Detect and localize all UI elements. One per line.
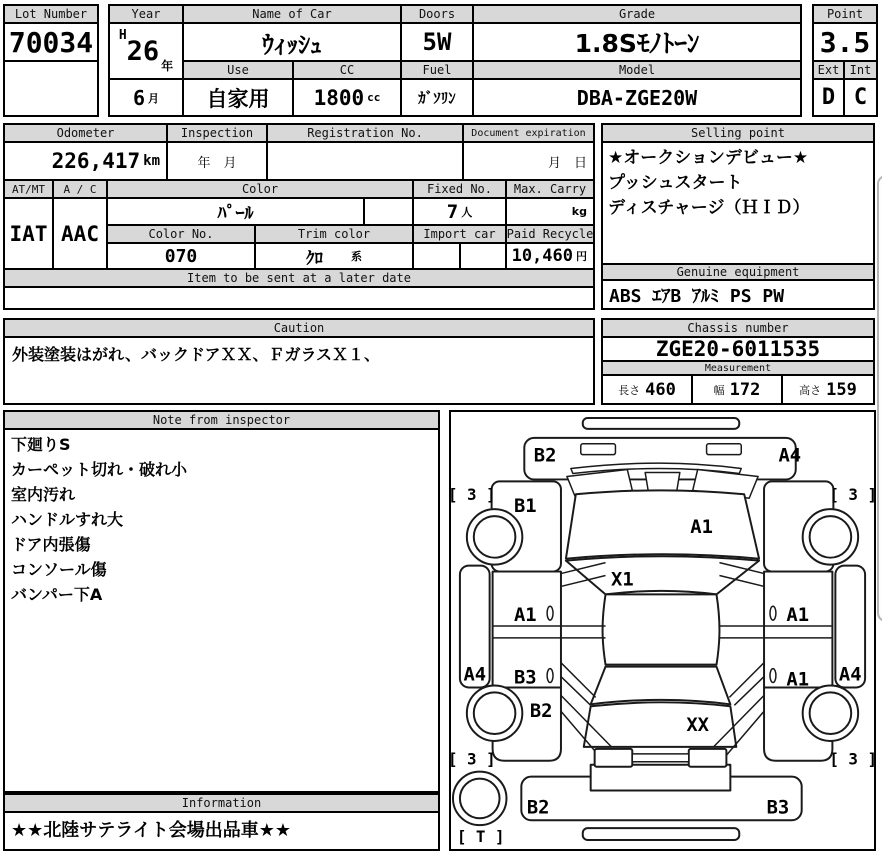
ext-grade: D bbox=[814, 80, 845, 115]
year-unit: 年 bbox=[161, 59, 174, 73]
point-value: 3.5 bbox=[814, 24, 876, 62]
roof bbox=[603, 594, 720, 664]
doors-label: Doors bbox=[402, 6, 474, 24]
door-handle-front-right bbox=[770, 606, 776, 620]
int-grade: C bbox=[853, 85, 868, 110]
wheel-rear-right-inner bbox=[810, 692, 852, 734]
fixed-no-label: Fixed No. bbox=[414, 181, 507, 199]
chassis-panel bbox=[601, 318, 875, 405]
trim-color-name: ｸﾛ bbox=[306, 248, 323, 269]
ext-label: Ext bbox=[814, 62, 845, 80]
license-bar bbox=[632, 754, 688, 762]
front-center-panel bbox=[645, 472, 680, 490]
trim-color-label: Trim color bbox=[256, 226, 414, 244]
length-label: 長さ bbox=[618, 383, 641, 397]
c-pillar-left bbox=[561, 663, 596, 706]
width-value: 172 bbox=[729, 379, 761, 400]
rear-window bbox=[591, 667, 731, 705]
paid-recycle-unit: 円 bbox=[576, 250, 587, 263]
cc-value bbox=[294, 80, 402, 115]
year-label: Year bbox=[110, 6, 184, 24]
odometer-unit: km bbox=[143, 153, 160, 169]
use-label: Use bbox=[184, 62, 294, 80]
note-line: 下廻りS bbox=[11, 435, 71, 454]
tire-grade-front-right: [ 3 ] bbox=[829, 485, 874, 505]
wheel-rear-left-inner bbox=[474, 692, 516, 734]
fuel-value: ｶﾞｿﾘﾝ bbox=[402, 80, 474, 115]
note-line: ドア内張傷 bbox=[11, 535, 91, 554]
information-text: ★★北陸サテライト会場出品車★★ bbox=[11, 820, 292, 841]
cc-number: 1800 bbox=[313, 85, 365, 110]
hood bbox=[566, 490, 759, 558]
doc-expiration-label: Document expiration bbox=[464, 125, 593, 143]
tire-grade-rear-left: [ 3 ] bbox=[451, 749, 496, 769]
point-box bbox=[812, 4, 878, 117]
note-line: カーペット切れ・破れ小 bbox=[11, 460, 188, 479]
front-grille-right bbox=[707, 444, 742, 455]
caution-label: Caution bbox=[5, 320, 593, 338]
lot-number-label: Lot Number bbox=[5, 6, 97, 24]
lot-number-value: 70034 bbox=[5, 24, 97, 62]
selling-point-line: ディスチャージ（ＨＩＤ） bbox=[608, 198, 810, 218]
damage-label-quarter-left: B2 bbox=[529, 701, 553, 723]
wheel-front-left-inner bbox=[474, 516, 516, 558]
height-label: 高さ bbox=[799, 383, 822, 397]
selling-point-panel bbox=[601, 123, 875, 310]
information-label: Information bbox=[5, 795, 438, 813]
equipment-label: Genuine equipment bbox=[603, 263, 873, 281]
caution-text: 外装塗装はがれ、バックドアＸＸ、ＦガラスＸ１、 bbox=[12, 345, 381, 364]
damage-label-hood: A1 bbox=[690, 516, 713, 538]
fixed-no-unit: 人 bbox=[461, 205, 473, 219]
fixed-no-number: 7 bbox=[446, 200, 459, 223]
model-label: Model bbox=[474, 62, 800, 80]
inspector-note-panel bbox=[3, 410, 440, 793]
selling-point-line: プッシュスタート bbox=[608, 173, 743, 193]
damage-label-door-rear-right: A1 bbox=[786, 669, 810, 691]
point-label: Point bbox=[814, 6, 876, 24]
inspector-note-label: Note from inspector bbox=[5, 412, 438, 430]
scrollbar-thumb[interactable] bbox=[877, 175, 882, 622]
details-table bbox=[3, 123, 595, 310]
paid-recycle-label: Paid Recycle bbox=[507, 226, 593, 244]
length-value: 460 bbox=[645, 379, 676, 400]
import-car-cell-1 bbox=[414, 244, 461, 270]
caution-panel bbox=[3, 318, 595, 405]
width-label: 幅 bbox=[713, 383, 725, 397]
measurement-label: Measurement bbox=[603, 362, 873, 376]
later-item-value bbox=[5, 288, 593, 308]
year-era: H bbox=[118, 28, 127, 43]
selling-point-line: ★オークションデビュー★ bbox=[608, 148, 809, 168]
damage-label-rear-bumper-right: B3 bbox=[766, 797, 790, 819]
int-label: Int bbox=[845, 62, 876, 80]
spare-tire-inner bbox=[460, 779, 500, 819]
fixed-no-value bbox=[414, 199, 507, 226]
import-car-cell-2 bbox=[461, 244, 507, 270]
note-line: コンソール傷 bbox=[11, 560, 107, 579]
atmt-value: IAT bbox=[5, 199, 54, 270]
year-number: 26 bbox=[126, 35, 160, 67]
model-value: DBA-ZGE20W bbox=[576, 85, 698, 110]
tire-grade-rear-right: [ 3 ] bbox=[829, 749, 874, 769]
rear-panel bbox=[591, 765, 731, 791]
selling-point-label: Selling point bbox=[603, 125, 873, 143]
tail-light-left bbox=[595, 749, 633, 767]
lot-number-box bbox=[3, 4, 99, 117]
rear-plate-bar bbox=[583, 828, 740, 840]
later-item-label: Item to be sent at a later date bbox=[5, 270, 593, 288]
doc-expiration-value: 月 日 bbox=[464, 143, 593, 181]
month-value bbox=[110, 80, 184, 115]
damage-diagram-panel bbox=[449, 410, 876, 851]
name-of-car-value: ｳｨｯｼｭ bbox=[184, 24, 402, 62]
color-no-value: 070 bbox=[108, 244, 256, 270]
grade-label: Grade bbox=[474, 6, 800, 24]
damage-label-front-bumper-right: A4 bbox=[778, 445, 802, 467]
measurement-width bbox=[693, 376, 783, 403]
door-handle-front-left bbox=[547, 606, 553, 620]
doors-value: 5W bbox=[402, 24, 474, 62]
grade-value: 1.8Sﾓﾉﾄｰﾝ bbox=[474, 24, 800, 62]
damage-label-front-bumper-left: B2 bbox=[533, 445, 557, 467]
measurement-length bbox=[603, 376, 693, 403]
import-car-label: Import car bbox=[414, 226, 507, 244]
vehicle-summary-table bbox=[108, 4, 802, 117]
damage-label-rear-gate: XX bbox=[686, 715, 709, 737]
registration-value bbox=[268, 143, 464, 181]
selling-point-lines bbox=[603, 143, 873, 263]
car-damage-diagram bbox=[451, 412, 874, 849]
height-value: 159 bbox=[826, 379, 857, 400]
max-carry-label: Max. Carry bbox=[507, 181, 593, 199]
odometer-label: Odometer bbox=[5, 125, 168, 143]
note-line: 室内汚れ bbox=[11, 485, 76, 504]
odometer-value bbox=[5, 143, 168, 181]
damage-label-fender-left: B1 bbox=[513, 496, 537, 518]
odometer-number: 226,417 bbox=[51, 149, 141, 173]
damage-label-door-rear-left: B3 bbox=[513, 667, 537, 689]
note-line: バンパー下A bbox=[11, 585, 103, 604]
inspection-value: 年 月 bbox=[168, 143, 268, 181]
damage-label-rear-bumper-left: B2 bbox=[526, 797, 550, 819]
door-handle-rear-right bbox=[770, 669, 776, 683]
ac-value: AAC bbox=[54, 199, 108, 270]
name-of-car-label: Name of Car bbox=[184, 6, 402, 24]
paid-recycle-number: 10,460 bbox=[511, 246, 573, 266]
atmt-label: AT/MT bbox=[5, 181, 54, 199]
door-handle-rear-left bbox=[547, 669, 553, 683]
ac-label: A / C bbox=[54, 181, 108, 199]
tire-grade-front-left: [ 3 ] bbox=[451, 485, 496, 505]
c-pillar-right bbox=[729, 663, 764, 706]
measurement-height bbox=[783, 376, 873, 403]
note-line: ハンドルすれ大 bbox=[11, 510, 124, 529]
damage-label-rocker-left: A4 bbox=[463, 664, 487, 686]
year-value bbox=[110, 24, 184, 80]
windshield bbox=[566, 556, 759, 594]
chassis-value: ZGE20-6011535 bbox=[603, 338, 873, 362]
color-no-label: Color No. bbox=[108, 226, 256, 244]
front-grille-left bbox=[581, 444, 616, 455]
cc-unit: cc bbox=[367, 91, 381, 104]
color-value: ﾊﾟｰﾙ bbox=[108, 199, 365, 226]
color-extra-cell bbox=[365, 199, 414, 226]
damage-label-door-front-right: A1 bbox=[786, 605, 810, 627]
spare-tire-grade: [ T ] bbox=[456, 827, 505, 846]
paid-recycle-value bbox=[507, 244, 593, 270]
wheel-front-right-inner bbox=[810, 516, 852, 558]
tail-light-right bbox=[689, 749, 727, 767]
trim-color-value bbox=[256, 244, 414, 270]
front-plate-bar bbox=[583, 418, 740, 429]
fuel-label: Fuel bbox=[402, 62, 474, 80]
equipment-value: ABS ｴｱB ｱﾙﾐ PS PW bbox=[609, 285, 785, 307]
damage-label-rocker-right: A4 bbox=[838, 664, 862, 686]
chassis-label: Chassis number bbox=[603, 320, 873, 338]
damage-label-door-front-left: A1 bbox=[513, 605, 537, 627]
inspector-note-lines bbox=[5, 430, 438, 791]
cc-label: CC bbox=[294, 62, 402, 80]
max-carry-value: kg bbox=[507, 199, 593, 226]
use-value: 自家用 bbox=[184, 80, 294, 115]
inspection-label: Inspection bbox=[168, 125, 268, 143]
damage-label-windshield: X1 bbox=[611, 569, 634, 591]
information-panel bbox=[3, 793, 440, 851]
month-unit: 月 bbox=[148, 91, 160, 105]
color-label: Color bbox=[108, 181, 414, 199]
rear-gate bbox=[584, 702, 737, 747]
registration-label: Registration No. bbox=[268, 125, 464, 143]
month-number: 6 bbox=[132, 85, 146, 110]
trim-color-unit: 系 bbox=[351, 250, 362, 263]
